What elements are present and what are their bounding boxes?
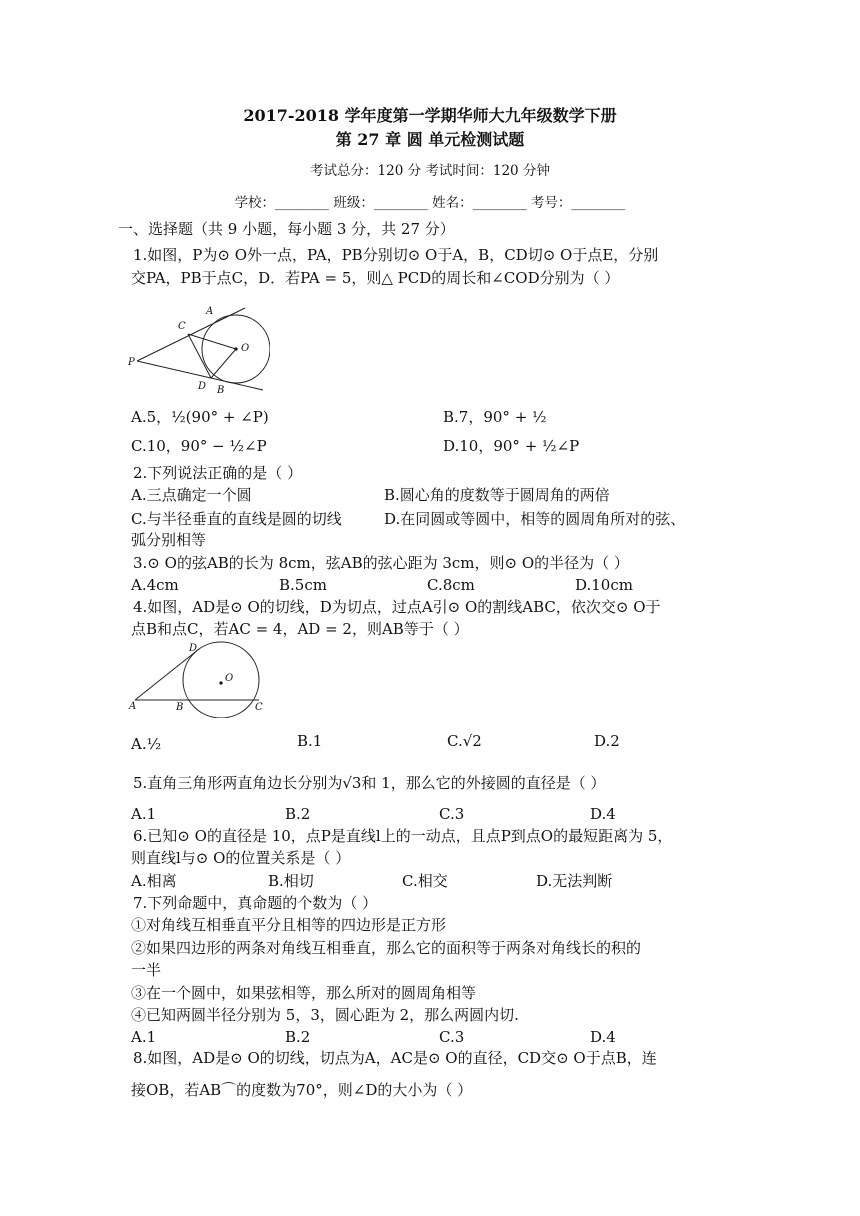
q6-stem-line1: 6.已知⊙ O的直径是 10，点P是直线l上的一动点，且点P到点O的最短距离为 5， xyxy=(133,827,673,845)
q1-option-c[interactable]: C.10，90° − ½∠P xyxy=(131,437,267,455)
q1-option-d[interactable]: D.10，90° + ½∠P xyxy=(443,437,580,455)
q1-label-d: D xyxy=(198,381,207,392)
q7-item-2-cont: 一半 xyxy=(131,961,162,979)
q5-option-c[interactable]: C.3 xyxy=(439,805,465,823)
q5-option-b[interactable]: B.2 xyxy=(285,805,311,823)
q2-option-a[interactable]: A.三点确定一个圆 xyxy=(131,486,252,504)
q7-item-3: ③在一个圆中，如果弦相等，那么所对的圆周角相等 xyxy=(131,984,477,1002)
q4-option-a[interactable]: A.½ xyxy=(131,735,162,753)
q3-option-d[interactable]: D.10cm xyxy=(575,576,633,594)
q8-stem-line2: 接OB，若AB⌒的度数为70°，则∠D的大小为（ ） xyxy=(131,1081,473,1099)
q4-label-o: O xyxy=(225,673,234,684)
q4-center-dot xyxy=(219,681,222,684)
q7-stem: 7.下列命题中，真命题的个数为（ ） xyxy=(133,894,378,912)
q4-tangent-ad xyxy=(135,649,199,700)
q7-item-2: ②如果四边形的两条对角线互相垂直，那么它的面积等于两条对角线长的积的 xyxy=(131,939,642,957)
q4-label-d: D xyxy=(189,643,198,654)
q6-option-c[interactable]: C.相交 xyxy=(402,872,448,890)
exam-info: 考试总分：120 分 考试时间：120 分钟 xyxy=(310,163,550,179)
q7-item-1: ①对角线互相垂直平分且相等的四边形是正方形 xyxy=(131,916,447,934)
q1-segment-do xyxy=(211,349,236,378)
q1-label-a: A xyxy=(206,306,214,317)
q1-figure xyxy=(125,300,270,395)
q1-label-b: B xyxy=(217,385,225,395)
q2-option-c[interactable]: C.与半径垂直的直线是圆的切线 xyxy=(131,510,342,528)
q7-option-d[interactable]: D.4 xyxy=(590,1028,616,1046)
q1-center-dot xyxy=(234,347,237,350)
q7-option-a[interactable]: A.1 xyxy=(131,1028,157,1046)
q4-label-c: C xyxy=(255,702,263,713)
q4-label-b: B xyxy=(176,702,184,713)
q1-stem-line1: 1.如图，P为⊙ O外一点，PA，PB分别切⊙ O于A，B，CD切⊙ O于点E，分别 xyxy=(133,246,659,264)
q6-stem-line2: 则直线l与⊙ O的位置关系是（ ） xyxy=(131,849,351,867)
q4-label-a: A xyxy=(129,701,137,712)
exam-title: 2017-2018 学年度第一学期华师大九年级数学下册 xyxy=(243,106,617,125)
exam-subtitle: 第 27 章 圆 单元检测试题 xyxy=(335,130,525,149)
q6-option-a[interactable]: A.相离 xyxy=(131,872,177,890)
q4-figure xyxy=(125,640,270,718)
q4-option-b[interactable]: B.1 xyxy=(297,732,323,750)
q1-option-a[interactable]: A.5，½(90° + ∠P) xyxy=(131,408,269,426)
q5-option-a[interactable]: A.1 xyxy=(131,805,157,823)
section-header: 一、选择题（共 9 小题，每小题 3 分，共 27 分） xyxy=(118,220,455,238)
q1-label-p: P xyxy=(128,357,135,368)
q6-option-d[interactable]: D.无法判断 xyxy=(536,872,613,890)
student-fields: 学校：________ 班级：________ 姓名：________ 考号：________ xyxy=(234,195,626,211)
q2-option-b[interactable]: B.圆心角的度数等于圆周角的两倍 xyxy=(384,486,610,504)
q7-option-c[interactable]: C.3 xyxy=(439,1028,465,1046)
q3-stem: 3.⊙ O的弦AB的长为 8cm，弦AB的弦心距为 3cm，则⊙ O的半径为（ ） xyxy=(133,554,629,572)
q1-label-o: O xyxy=(241,343,250,354)
q6-option-b[interactable]: B.相切 xyxy=(268,872,314,890)
q1-label-c: C xyxy=(178,321,186,332)
q4-option-c[interactable]: C.√2 xyxy=(447,732,482,750)
q3-option-c[interactable]: C.8cm xyxy=(427,576,475,594)
q2-stem: 2.下列说法正确的是（ ） xyxy=(133,464,303,482)
q4-stem-line1: 4.如图，AD是⊙ O的切线，D为切点，过点A引⊙ O的割线ABC，依次交⊙ O于 xyxy=(133,598,661,616)
q2-option-d[interactable]: D.在同圆或等圆中，相等的圆周角所对的弦、 xyxy=(384,510,686,528)
q4-stem-line2: 点B和点C，若AC = 4，AD = 2，则AB等于（ ） xyxy=(131,620,469,638)
q1-stem-line2: 交PA，PB于点C，D．若PA = 5，则△ PCD的周长和∠COD分别为（ ） xyxy=(131,269,620,287)
q1-option-b[interactable]: B.7，90° + ½ xyxy=(443,408,547,426)
q7-option-b[interactable]: B.2 xyxy=(285,1028,311,1046)
q5-stem: 5.直角三角形两直角边长分别为√3和 1，那么它的外接圆的直径是（ ） xyxy=(133,774,606,792)
q3-option-b[interactable]: B.5cm xyxy=(279,576,327,594)
q7-item-4: ④已知两圆半径分别为 5，3，圆心距为 2，那么两圆内切. xyxy=(131,1006,519,1024)
q5-option-d[interactable]: D.4 xyxy=(590,805,616,823)
q8-stem-line1: 8.如图，AD是⊙ O的切线，切点为A，AC是⊙ O的直径，CD交⊙ O于点B，连 xyxy=(133,1049,657,1067)
q2-option-d-cont: 弧分别相等 xyxy=(131,531,207,549)
q3-option-a[interactable]: A.4cm xyxy=(131,576,179,594)
q4-option-d[interactable]: D.2 xyxy=(594,732,620,750)
